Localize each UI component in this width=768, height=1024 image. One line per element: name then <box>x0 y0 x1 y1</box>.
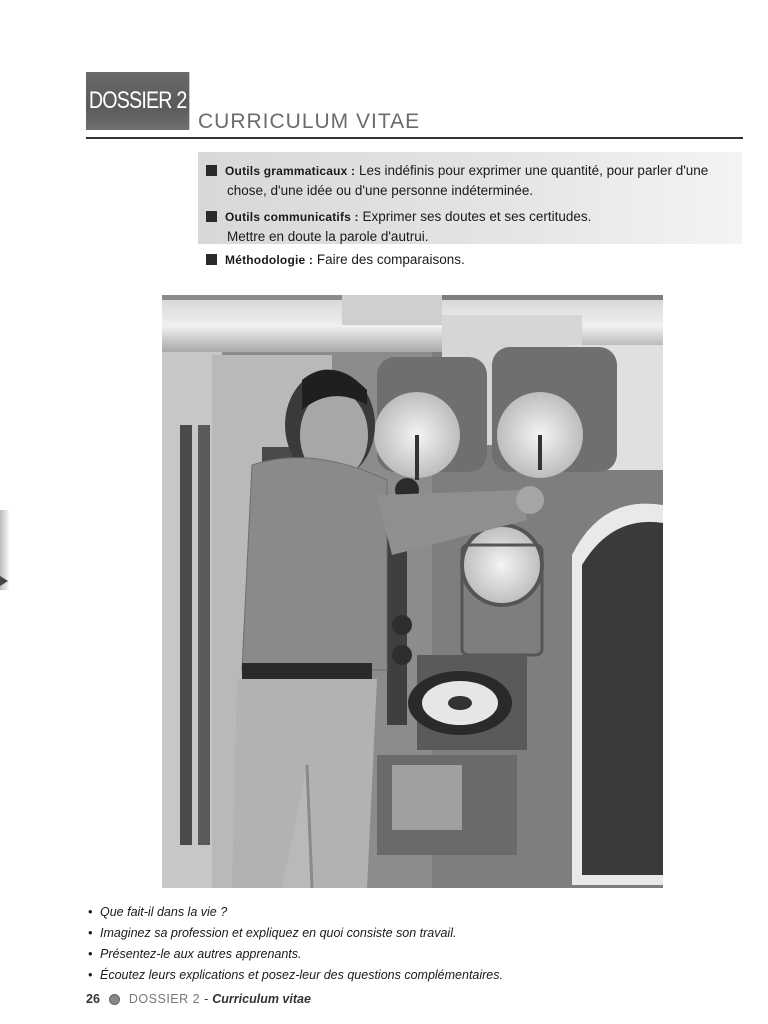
objective-text: Les indéfinis pour exprimer une quantité, pour parler d'une <box>359 163 709 178</box>
objective-text-continued: Mettre en doute la parole d'autrui. <box>227 229 429 244</box>
bullet-square-icon <box>206 254 217 265</box>
question-text: Que fait-il dans la vie ? <box>100 905 228 919</box>
objective-methodology <box>206 250 726 270</box>
engine-room-photo <box>162 295 663 888</box>
objective-heading: Méthodologie : <box>225 253 314 267</box>
question-text: Présentez-le aux autres apprenants. <box>100 947 302 961</box>
footer-dossier: DOSSIER 2 <box>128 992 201 1006</box>
section-title: CURRICULUM VITAE <box>198 110 421 133</box>
bullet-dot-icon: • <box>88 926 93 940</box>
page-edge-arrow <box>0 576 8 586</box>
list-item <box>88 902 503 923</box>
list-item <box>88 923 503 944</box>
list-item <box>88 944 503 965</box>
bullet-square-icon <box>206 165 217 176</box>
footer-topic: Curriculum vitae <box>212 992 311 1006</box>
page-number: 26 <box>86 992 100 1006</box>
question-text: Écoutez leurs explications et posez-leur des questions complémentaires. <box>100 968 503 982</box>
objective-heading: Outils grammaticaux : <box>225 164 356 178</box>
objective-text: Faire des comparaisons. <box>316 252 465 267</box>
page-footer <box>86 992 311 1006</box>
objective-text-continued: chose, d'une idée ou d'une personne indéterminée. <box>227 183 534 198</box>
title-rule <box>86 137 743 139</box>
footer-separator: - <box>204 992 209 1006</box>
objective-communication <box>206 207 726 246</box>
bullet-square-icon <box>206 211 217 222</box>
question-list <box>88 902 503 986</box>
list-item <box>88 965 503 986</box>
bullet-dot-icon: • <box>88 905 93 919</box>
photo-illustration <box>162 295 663 888</box>
objective-grammar <box>206 161 742 200</box>
dossier-badge <box>86 72 189 130</box>
dossier-badge-label: DOSSIER 2 <box>88 87 187 114</box>
circle-bullet-icon <box>109 994 120 1005</box>
objective-text: Exprimer ses doutes et ses certitudes. <box>362 209 592 224</box>
objective-heading: Outils communicatifs : <box>225 210 359 224</box>
bullet-dot-icon: • <box>88 947 93 961</box>
bullet-dot-icon: • <box>88 968 93 982</box>
question-text: Imaginez sa profession et expliquez en quoi consiste son travail. <box>100 926 457 940</box>
